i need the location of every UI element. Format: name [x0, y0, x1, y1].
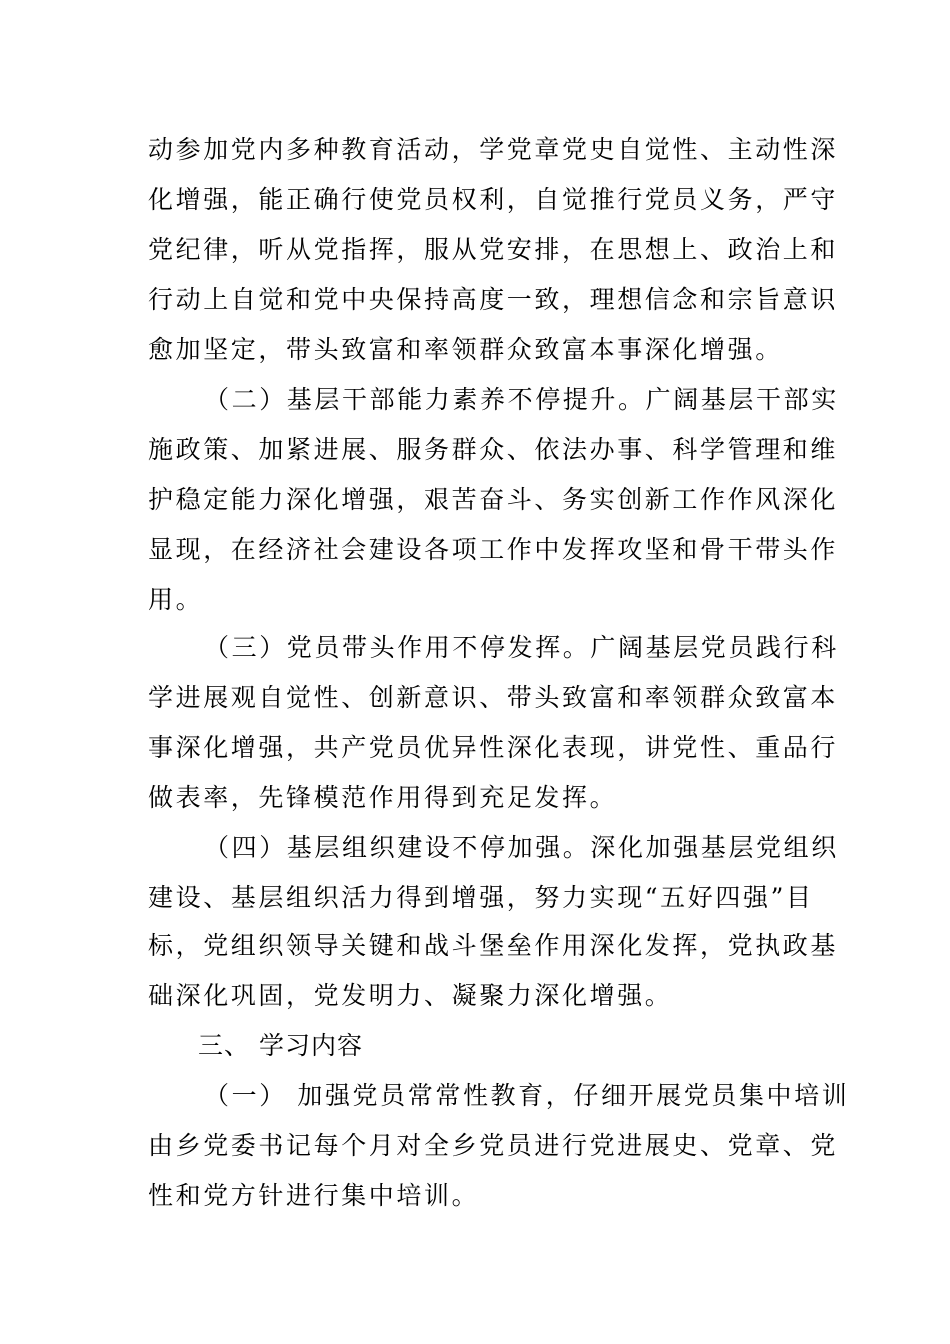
paragraph-line: 显现，在经济社会建设各项工作中发挥攻坚和骨干带头作 [148, 535, 839, 564]
section-heading: 三、 学习内容 [198, 1031, 363, 1060]
paragraph-line: （三）党员带头作用不停发挥。广阔基层党员践行科 [204, 633, 839, 662]
paragraph-line: （一） 加强党员常常性教育，仔细开展党员集中培训 [204, 1081, 850, 1110]
paragraph-line: 事深化增强，共产党员优异性深化表现，讲党性、重品行 [148, 733, 839, 762]
paragraph-line: 础深化巩固，党发明力、凝聚力深化增强。 [148, 981, 673, 1010]
paragraph-line: 标，党组织领导关键和战斗堡垒作用深化发挥，党执政基 [148, 931, 839, 960]
paragraph-line: （四）基层组织建设不停加强。深化加强基层党组织 [204, 833, 839, 862]
paragraph-line: 性和党方针进行集中培训。 [148, 1181, 480, 1210]
paragraph-line: 行动上自觉和党中央保持高度一致，理想信念和宗旨意识 [148, 285, 839, 314]
paragraph-line: 愈加坚定，带头致富和率领群众致富本事深化增强。 [148, 335, 783, 364]
paragraph-line: 化增强，能正确行使党员权利，自觉推行党员义务，严守 [148, 185, 839, 214]
paragraph-line: 动参加党内多种教育活动，学党章党史自觉性、主动性深 [148, 135, 839, 164]
paragraph-line: 学进展观自觉性、创新意识、带头致富和率领群众致富本 [148, 683, 839, 712]
paragraph-line: 护稳定能力深化增强，艰苦奋斗、务实创新工作作风深化 [148, 485, 839, 514]
paragraph-line: 做表率，先锋模范作用得到充足发挥。 [148, 783, 618, 812]
paragraph-line: 建设、基层组织活力得到增强，努力实现“五好四强”目 [148, 883, 814, 912]
paragraph-line: 施政策、加紧进展、服务群众、依法办事、科学管理和维 [148, 435, 839, 464]
paragraph-line: （二）基层干部能力素养不停提升。广阔基层干部实 [204, 385, 839, 414]
paragraph-line: 用。 [148, 585, 204, 614]
paragraph-line: 由乡党委书记每个月对全乡党员进行党进展史、党章、党 [148, 1131, 839, 1160]
paragraph-line: 党纪律，听从党指挥，服从党安排，在思想上、政治上和 [148, 235, 839, 264]
